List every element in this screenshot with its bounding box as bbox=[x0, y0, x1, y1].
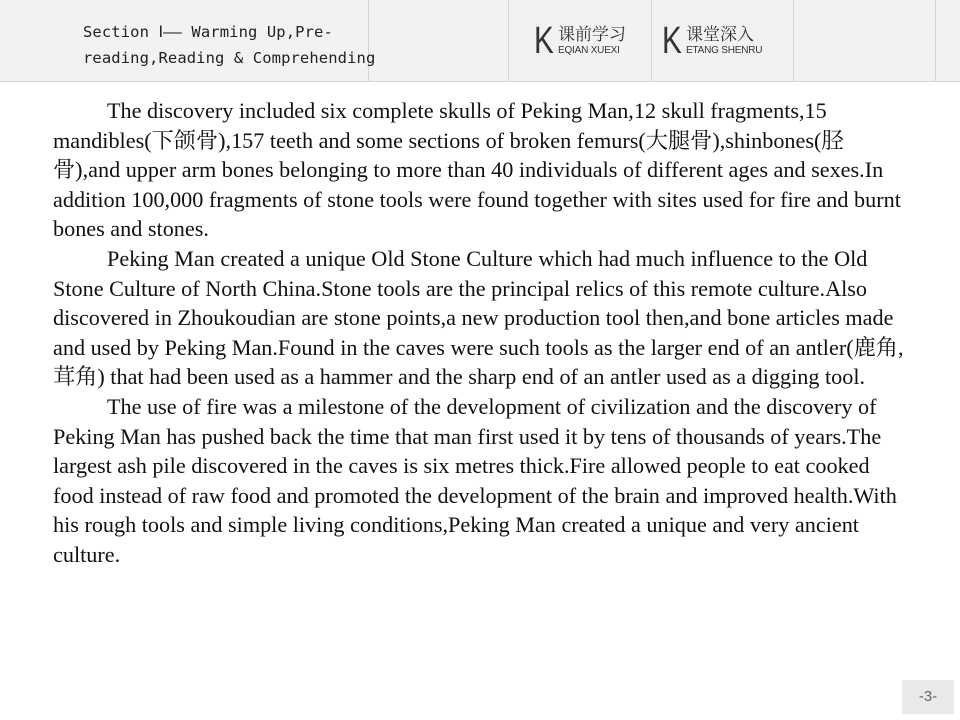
tab-pinyin: EQIAN XUEXI bbox=[558, 44, 620, 56]
paragraph: The discovery included six complete skulls of Peking Man,12 skull fragments,15 mandibles(下颌骨),157 teeth and some sections of broken femurs(大腿骨),shinbones(胫骨),and upper arm bones belonging to more than 40 individuals of different ages and sexes.In addition 100,000 fragments of stone tools were found together with sites used for fire and burnt bones and stones. bbox=[53, 98, 901, 242]
tab-pre-class-study[interactable] bbox=[534, 16, 626, 66]
tab-k-logo: K bbox=[662, 20, 682, 62]
page-number: -3- bbox=[902, 680, 954, 714]
tab-k-logo: K bbox=[534, 20, 554, 62]
section-title bbox=[83, 19, 423, 71]
section-title-line: Section Ⅰ—— Warming Up,Pre- bbox=[83, 23, 333, 41]
section-title-line: reading,Reading & Comprehending bbox=[83, 49, 376, 67]
paragraph: Peking Man created a unique Old Stone Culture which had much influence to the Old Stone Culture of North China.Stone tools are the principal relics of this remote culture.Also discovered in Zhoukoudian are stone points,a new production tool then,and bone articles made and used by Peking Man.Found in the caves were such tools as the larger end of an antler(鹿角,茸角) that had been used as a hammer and the sharp end of an antler used as a digging tool. bbox=[53, 245, 904, 390]
tab-label: 课前学习 bbox=[558, 24, 626, 45]
header-divider bbox=[935, 0, 960, 82]
paragraph: The use of fire was a milestone of the development of civilization and the discovery of Peking Man has pushed back the time that man first used it by tens of thousands of years.The largest ash pile discovered in the caves is six metres thick.Fire allowed people to eat cooked food instead of raw food and promoted the development of the brain and improved health.With his rough tools and simple living conditions,Peking Man created a unique and very ancient culture. bbox=[53, 393, 897, 567]
tab-in-class-deepening[interactable] bbox=[662, 16, 762, 66]
tab-label: 课堂深入 bbox=[686, 24, 754, 45]
reading-passage bbox=[53, 96, 905, 570]
header-bar bbox=[0, 0, 960, 82]
tab-pinyin: ETANG SHENRU bbox=[686, 44, 763, 56]
header-divider bbox=[793, 0, 935, 82]
